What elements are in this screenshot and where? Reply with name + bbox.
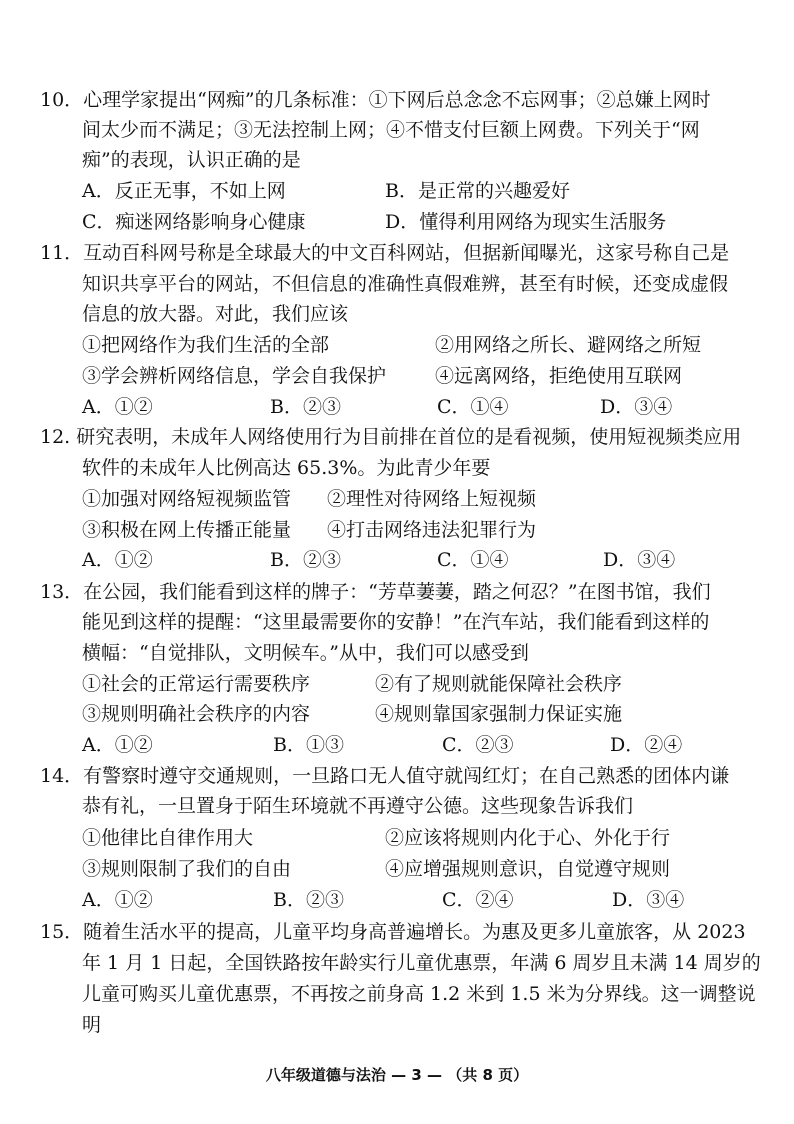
- option-b: B．是正常的兴趣爱好: [385, 180, 570, 202]
- question-text-line: 15．随着生活水平的提高，儿童平均身高普遍增长。为惠及更多儿童旅客，从 2023: [40, 921, 746, 943]
- option-a: A．①②: [82, 889, 153, 911]
- question-text-line: 14．有警察时遵守交通规则，一旦路口无人值守就闯红灯；在自己熟悉的团体内谦: [40, 765, 730, 787]
- statement-2: ②理性对待网络上短视频: [327, 488, 537, 510]
- option-b: B．②③: [273, 889, 344, 911]
- option-c: C．②④: [442, 889, 514, 911]
- question-text-line: 年 1 月 1 日起，全国铁路按年龄实行儿童优惠票，年满 6 周岁且未满 14 周岁的: [82, 952, 761, 974]
- question-text-line: 痴”的表现，认识正确的是: [82, 149, 301, 171]
- statement-1: ①社会的正常运行需要秩序: [82, 673, 311, 695]
- statement-3: ③规则限制了我们的自由: [82, 858, 292, 880]
- statement-2: ②有了规则就能保障社会秩序: [375, 673, 623, 695]
- statement-3: ③积极在网上传播正能量: [82, 519, 292, 541]
- option-c: C．①④: [437, 549, 509, 571]
- option-d: D．②④: [610, 734, 683, 756]
- option-c: C．痴迷网络影响身心健康: [82, 211, 306, 233]
- option-b: B．②③: [270, 549, 341, 571]
- question-text-line: 13．在公园，我们能看到这样的牌子：“芳草萋萋，踏之何忍？”在图书馆，我们: [40, 581, 711, 603]
- statement-4: ④远离网络，拒绝使用互联网: [435, 365, 683, 387]
- option-a: A．①②: [82, 549, 153, 571]
- option-d: D．③④: [612, 889, 685, 911]
- statement-1: ①把网络作为我们生活的全部: [82, 334, 330, 356]
- question-text-line: 知识共享平台的网站，不但信息的准确性真假难辨，甚至有时候，还变成虚假: [82, 273, 729, 295]
- question-text-line: 信息的放大器。对此，我们应该: [82, 303, 349, 325]
- option-a: A．①②: [82, 396, 153, 418]
- page-footer: 八年级道德与法治 — 3 — （共 8 页）: [265, 1066, 529, 1084]
- question-text-line: 10．心理学家提出“网痴”的几条标准：①下网后总念念不忘网事；②总嫌上网时: [40, 89, 711, 111]
- option-d: D．③④: [603, 549, 676, 571]
- question-text-line: 明: [82, 1014, 102, 1036]
- statement-4: ④应增强规则意识，自觉遵守规则: [385, 858, 671, 880]
- question-text-line: 11．互动百科网号称是全球最大的中文百科网站，但据新闻曝光，这家号称自己是: [40, 242, 730, 264]
- option-a: A．反正无事，不如上网: [82, 180, 286, 202]
- statement-1: ①他律比自律作用大: [82, 827, 254, 849]
- option-a: A．①②: [82, 734, 153, 756]
- option-d: D．③④: [600, 396, 673, 418]
- option-c: C．①④: [437, 396, 509, 418]
- question-text-line: 儿童可购买儿童优惠票，不再按之前身高 1.2 米到 1.5 米为分界线。这一调整说: [82, 983, 756, 1005]
- question-text-line: 横幅：“自觉排队，文明候车。”从中，我们可以感受到: [82, 642, 529, 664]
- statement-2: ②应该将规则内化于心、外化于行: [385, 827, 671, 849]
- question-text-line: 12. 研究表明，未成年人网络使用行为目前排在首位的是看视频，使用短视频类应用: [40, 426, 742, 448]
- option-d: D．懂得利用网络为现实生活服务: [385, 211, 667, 233]
- question-text-line: 能见到这样的提醒：“这里最需要你的安静！”在汽车站，我们能看到这样的: [82, 611, 710, 633]
- option-b: B．①③: [273, 734, 344, 756]
- option-b: B．②③: [270, 396, 341, 418]
- question-text-line: 恭有礼，一旦置身于陌生环境就不再遵守公德。这些现象告诉我们: [82, 795, 634, 817]
- statement-1: ①加强对网络短视频监管: [82, 488, 292, 510]
- statement-2: ②用网络之所长、避网络之所短: [435, 334, 702, 356]
- statement-4: ④规则靠国家强制力保证实施: [375, 703, 623, 725]
- option-c: C．②③: [442, 734, 514, 756]
- question-text-line: 软件的未成年人比例高达 65.3%。为此青少年要: [82, 457, 491, 479]
- statement-3: ③规则明确社会秩序的内容: [82, 703, 311, 725]
- statement-3: ③学会辨析网络信息，学会自我保护: [82, 365, 387, 387]
- statement-4: ④打击网络违法犯罪行为: [327, 519, 537, 541]
- question-text-line: 间太少而不满足；③无法控制上网；④不惜支付巨额上网费。下列关于“网: [82, 119, 700, 141]
